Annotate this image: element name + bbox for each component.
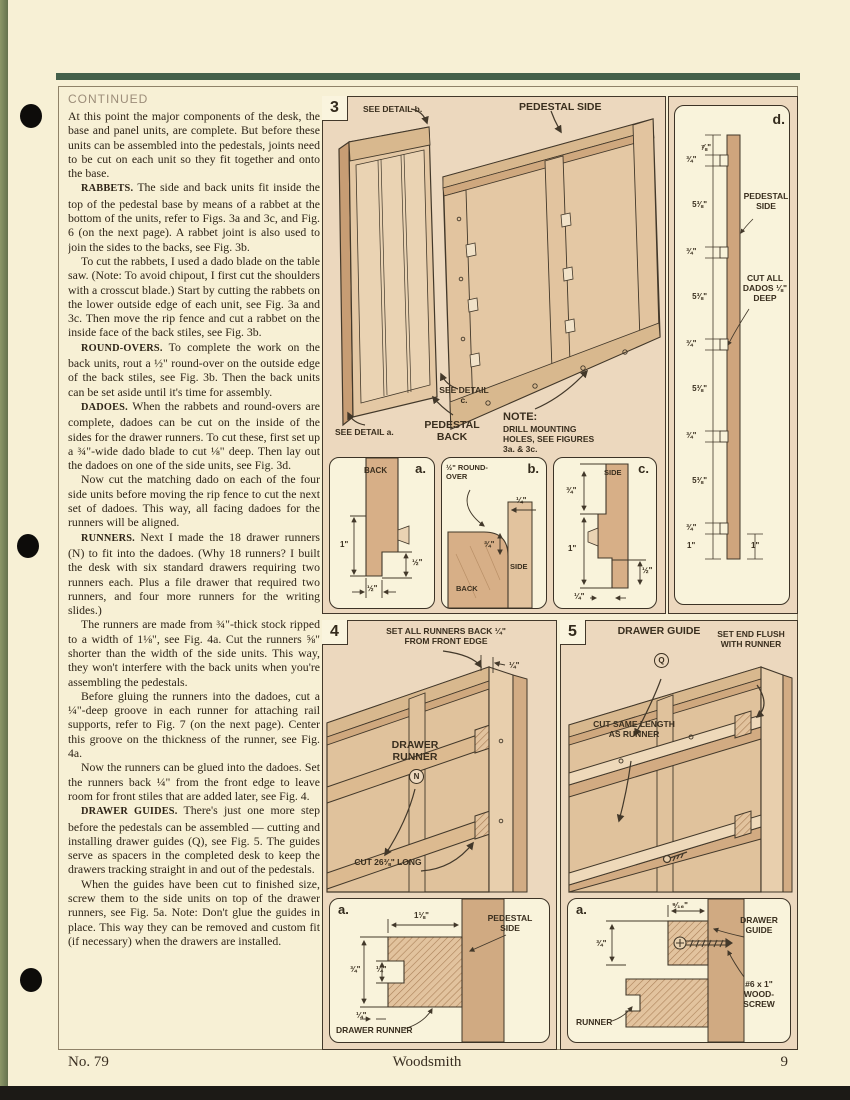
scan-bottom-edge bbox=[0, 1086, 850, 1100]
back-label: BACK bbox=[364, 466, 388, 475]
runner-setback-note: SET ALL RUNNERS BACK ¼" FROM FRONT EDGE bbox=[386, 626, 506, 647]
dim: ¾" bbox=[686, 247, 697, 256]
paragraph: Now cut the matching dado on each of the four side units before moving the rip fence to cut the next set of dadoes. This way, all facing dadoes for the runners will be aligned. bbox=[68, 472, 320, 530]
note-title: NOTE: bbox=[503, 411, 538, 423]
back-label: BACK bbox=[456, 584, 478, 593]
runner-label: RUNNER bbox=[576, 1017, 613, 1027]
cut-same-note: CUT SAME LENGTH AS RUNNER bbox=[593, 719, 675, 740]
figure-4a-detail bbox=[329, 898, 550, 1043]
paragraph: Before gluing the runners into the dadoes, cut a ¼"-deep groove in each runner for attaching rail supports, refer to Fig. 7 (on the next page). Center this groove on the thickness of the runner, see Fig. 4a. bbox=[68, 688, 320, 761]
detail-letter: a. bbox=[415, 461, 426, 476]
issue-number: No. 79 bbox=[68, 1054, 109, 1070]
pedestal-side-label: PEDESTAL SIDE bbox=[487, 913, 533, 934]
page-number: 9 bbox=[780, 1054, 788, 1070]
dim-three-quarter: ¾" bbox=[350, 965, 361, 974]
see-detail-a-label: SEE DETAIL a. bbox=[335, 427, 394, 437]
figure-5a-detail bbox=[567, 898, 791, 1043]
figure-4 bbox=[322, 620, 557, 1050]
paragraph: RUNNERS. Next I made the 18 drawer runners (N) to fit into the dadoes. (Why 18 runners? I built the desk with six standard drawers requiring two runners each. Plus a file drawer that required two runners, and four more runners for the writing slides.) bbox=[68, 529, 320, 618]
set-end-note: SET END FLUSH WITH RUNNER bbox=[717, 629, 785, 650]
paragraph: Now the runners can be glued into the dadoes. Set the runners back ¼" from the front edge to leave room for front stiles that are added later, see Fig. 4. bbox=[68, 760, 320, 803]
figure-5-drawing bbox=[561, 621, 793, 894]
dim-1in: 1" bbox=[340, 540, 349, 549]
cut-length-note: CUT 26⅜" LONG bbox=[354, 857, 422, 867]
drawer-runner-label: DRAWER RUNNER bbox=[336, 1025, 413, 1035]
detail-d-drawing bbox=[669, 97, 797, 613]
dim-quarter: ¼" bbox=[376, 965, 387, 974]
continued-label: CONTINUED bbox=[68, 92, 149, 106]
dim-quarter: ¼" bbox=[574, 592, 585, 601]
dim-three-quarter: ¾" bbox=[596, 939, 607, 948]
article-column bbox=[68, 92, 320, 1050]
paragraph: DADOES. When the rabbets and round-overs are complete, dadoes can be cut on the inside of the sides for the drawer runners. To cut these, first set up a ¾"-wide dado blade to cut ⅛" deep. Then lay out the dadoes on one of the side units, see Fig. 3d. bbox=[68, 398, 320, 473]
dim: 5⅜" bbox=[692, 200, 707, 209]
dim-width: ⁹⁄₁₆" bbox=[672, 901, 688, 910]
see-detail-b-label: SEE DETAIL b. bbox=[363, 104, 423, 114]
dim: 1" bbox=[687, 541, 696, 550]
detail-a-drawing bbox=[330, 458, 434, 608]
dim-quarter: ¼" bbox=[516, 496, 527, 505]
dim: 5⅜" bbox=[692, 384, 707, 393]
drawer-runner-label: DRAWER RUNNER bbox=[391, 739, 439, 764]
binder-hole bbox=[17, 534, 39, 558]
page-footer bbox=[58, 1054, 796, 1078]
drawer-guide-label: DRAWER GUIDE bbox=[617, 625, 701, 637]
side-label: SIDE bbox=[510, 562, 528, 571]
figure-5 bbox=[560, 620, 798, 1050]
drawer-guide-label: DRAWER GUIDE bbox=[740, 915, 778, 936]
dim: ¾" bbox=[686, 339, 697, 348]
dim-half: ½" bbox=[642, 566, 653, 575]
detail-c-drawing bbox=[554, 458, 656, 608]
dim-width: 1⅛" bbox=[414, 911, 429, 920]
figure-3d bbox=[668, 96, 798, 614]
dim: ⅞" bbox=[700, 143, 711, 152]
figure-3a-detail bbox=[329, 457, 435, 609]
paragraph: ROUND-OVERS. To complete the work on the back units, rout a ½" round-over on the outside edge of the back stiles, see Fig. 3b. Then the back units can be set aside until it's time for assembly. bbox=[68, 339, 320, 399]
part-key-n: N bbox=[409, 769, 424, 784]
dim-three-quarter: ¾" bbox=[484, 540, 495, 549]
paragraph: When the guides have been cut to finished size, screw them to the side units on top of the drawer runners, see Fig. 5a. Note: Don't glue the guides in place. This way they can be removed and custom fit (if necessary) when the drawers are installed. bbox=[68, 876, 320, 948]
paragraph: The runners are made from ¾"-thick stock ripped to a width of 1⅛", see Fig. 4a. Cut the runners ⅝" shorter than the width of the side units. This way, they won't interfere with the back units when you're assembling the pedestals. bbox=[68, 617, 320, 689]
paragraph: DRAWER GUIDES. There's just one more step before the pedestals can be assembled — cutting and installing drawer guides (Q), see Fig. 5. The guides serve as spacers in the completed desk to keep the drawers tracking straight in and out of the pedestals. bbox=[68, 803, 320, 877]
see-detail-c-label: SEE DETAIL c. bbox=[439, 385, 489, 406]
scan-edge bbox=[0, 0, 8, 1100]
detail-letter: a. bbox=[576, 902, 587, 917]
dim-quarter: ¼" bbox=[356, 1011, 367, 1020]
dim-half: ½" bbox=[367, 584, 378, 593]
binder-hole bbox=[20, 968, 42, 992]
cut-dados-note: CUT ALL DADOS ⅛" DEEP bbox=[742, 273, 788, 304]
dim-half: ½" bbox=[412, 558, 423, 567]
detail-letter: c. bbox=[638, 461, 649, 476]
roundover-label: ½" ROUND-OVER bbox=[446, 463, 488, 481]
detail-letter: d. bbox=[772, 111, 785, 127]
paragraph: At this point the major components of the desk, the base and panel units, are complete. But before these units can be assembled into the pedestals, joints need to be cut on each unit so they fit together and onto the base. bbox=[68, 109, 320, 181]
binder-hole bbox=[20, 104, 42, 128]
dim: ¾" bbox=[686, 155, 697, 164]
figure-3c-detail bbox=[553, 457, 657, 609]
pedestal-side-label: PEDESTAL SIDE bbox=[519, 101, 602, 113]
dim: ¾" bbox=[686, 431, 697, 440]
figure-number: 3 bbox=[322, 96, 348, 121]
part-key-q: Q bbox=[654, 653, 669, 668]
dim-1in: 1" bbox=[568, 544, 577, 553]
dim: 5⅜" bbox=[692, 476, 707, 485]
magazine-title: Woodsmith bbox=[392, 1054, 462, 1070]
woodscrew-label: #6 x 1" WOOD-SCREW bbox=[743, 979, 775, 1010]
dim: 5⅜" bbox=[692, 292, 707, 301]
dim: 1" bbox=[751, 541, 760, 550]
figure-3b-detail bbox=[441, 457, 547, 609]
dim-quarter: ¼" bbox=[509, 661, 520, 670]
dim-three-quarter: ¾" bbox=[566, 486, 577, 495]
paragraph: To cut the rabbets, I used a dado blade on the table saw. (Note: To avoid chipout, I first cut the shoulders with a crosscut blade.) Start by cutting the rabbets on the lower outside edge of each unit, see Fig. 3a and 3c. Then move the rip fence and cut a rabbet on the inside face of the back stiles, see Fig. 3b. bbox=[68, 253, 320, 340]
figure-number: 5 bbox=[560, 620, 586, 645]
note-body: DRILL MOUNTING HOLES, SEE FIGURES 3a. & 3c. bbox=[503, 424, 595, 455]
paragraph: RABBETS. The side and back units fit inside the top of the pedestal base by means of a rabbet at the bottom of the units, refer to Figs. 3a and 3c, and Fig. 6 (on the next page). A rabbet joint is also used to join the sides to the backs, see Fig. 3b. bbox=[68, 180, 320, 254]
detail-letter: b. bbox=[527, 461, 539, 476]
side-label: SIDE bbox=[604, 468, 622, 477]
detail-letter: a. bbox=[338, 902, 349, 917]
dim: ¾" bbox=[686, 523, 697, 532]
figure-number: 4 bbox=[322, 620, 348, 645]
pedestal-side-label: PEDESTAL SIDE bbox=[743, 191, 789, 212]
figure-3 bbox=[322, 96, 666, 614]
pedestal-back-label: PEDESTAL BACK bbox=[424, 419, 480, 444]
top-rule bbox=[56, 73, 800, 80]
